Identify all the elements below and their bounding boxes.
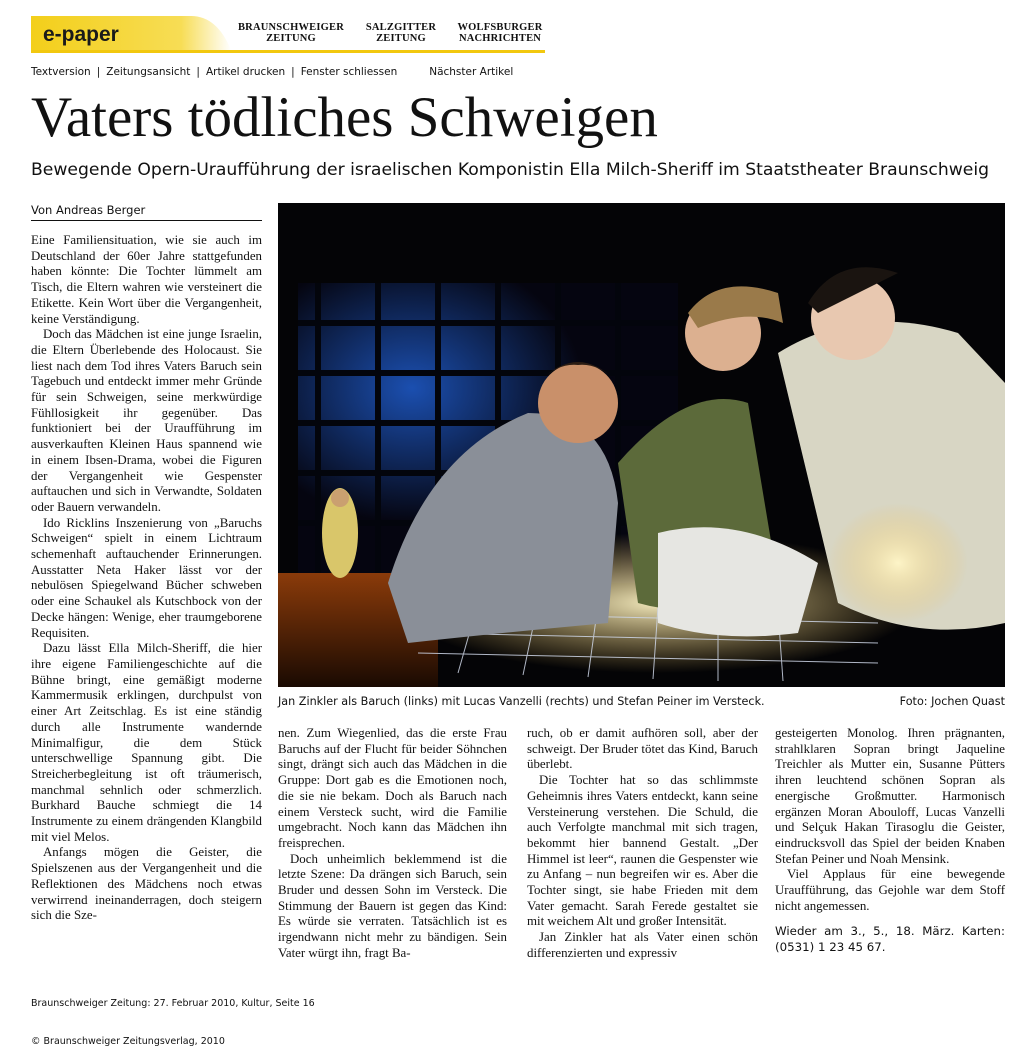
paragraph: gesteigerten Monolog. Ihren prägnanten, strahlklaren Sopran bringt Jaqueline Treichler als Mutter ein, Susanne Pütters ihren leuchtend schönen Sopran als energische Großmutter. Harmonisch ergänzen Moran Abouloff, Lucas Vanzelli und Selçuk Hakan Tirasoglu die Geister, eindrucksvoll das Spiel der beiden Knaben Stefan Peiner und Noah Mensink. — [775, 726, 1005, 866]
article-byline: Von Andreas Berger — [31, 203, 262, 221]
paper-name-line: ZEITUNG — [376, 33, 426, 44]
nav-separator: | — [291, 66, 295, 78]
epaper-logo[interactable] — [31, 16, 231, 52]
paragraph: Eine Familiensituation, wie sie auch im Deutschland der 60er Jahre stattgefunden haben könnte: Die Tochter lümmelt am Tisch, die Eltern wahren wie versteinert die Etikette. Kein Wort über die Vergangenheit, keine Verständigung. — [31, 233, 262, 326]
article-nav — [31, 66, 513, 78]
article-headline: Vaters tödliches Schweigen — [31, 86, 658, 149]
nav-separator: | — [196, 66, 200, 78]
svg-text:e-paper: e-paper — [43, 23, 119, 46]
paragraph: nen. Zum Wiegenlied, das die erste Frau Baruchs auf der Flucht für beider Söhnchen singt, drängt sich auch das Mädchen in die Gruppe: Dort gab es die Emotionen noch, die sie nie bekam. Doch als Baruch nach einem Versteck sucht, wird die Familie umgebracht. Noch kann das Mädchen ihn freisprechen. — [278, 726, 507, 850]
copyright-notice: © Braunschweiger Zeitungsverlag, 2010 — [31, 1036, 225, 1047]
paper-name-line: NACHRICHTEN — [458, 33, 542, 44]
paragraph: Die Tochter hat so das schlimmste Geheimnis ihres Vaters entdeckt, kann seine Versteinerung verstehen. Die Schuld, die auch Verfolgte manchmal mit sich tragen, bekommt hier bannend Gestalt. „Der Himmel ist leer“, raunen die Gespenster wie zu Anfang – nun begreifen wir es. Aber die Tochter singt, sie habe Frieden mit dem Vater gemacht. Sarah Ferede gestaltet sie mit weichem Alt und großer Intensität. — [527, 773, 758, 929]
nav-close-window-link[interactable]: Fenster schliessen — [300, 66, 398, 78]
paragraph: Viel Applaus für eine bewegende Uraufführung, das Gejohle war dem Stoff nicht angemessen. — [775, 867, 1005, 913]
masthead-banner — [31, 16, 545, 52]
paragraph: Ido Ricklins Inszenierung von „Baruchs Schweigen“ spielt in einem Lichtraum schemenhaft auftauchender Erinnerungen. Ausstatter Neta Haker lässt vor der nebulösen Spiegelwand Bücher schweben oder eine Schaukel als Kutschbock von der Decke hängen: Wenige, eher traumgeborene Requisiten. — [31, 515, 262, 640]
paper-braunschweiger-zeitung[interactable] — [237, 22, 345, 44]
nav-textversion-link[interactable]: Textversion — [31, 66, 91, 78]
nav-separator: | — [96, 66, 101, 78]
article-subheadline: Bewegende Opern-Uraufführung der israelischen Komponistin Ella Milch-Sheriff im Staatstheater Braunschweig — [31, 160, 990, 180]
article-column-4 — [775, 726, 1005, 956]
stage-photo-illustration — [278, 203, 1005, 687]
paragraph: Doch unheimlich beklemmend ist die letzte Szene: Da drängen sich Baruch, sein Bruder und dessen Sohn im Versteck. Die Stimmung der Bauern ist gegen das Kind: Es würde sie verraten. Tatsächlich ist es irgendwann nicht mehr zu bändigen. Sein Vater würgt ihn, fragt Ba- — [278, 851, 507, 960]
paper-name-line: ZEITUNG — [266, 33, 316, 44]
paper-name-line: SALZGITTER — [365, 22, 437, 33]
nav-zeitungsansicht-link[interactable]: Zeitungsansicht — [106, 66, 191, 78]
banner-underline — [31, 50, 545, 53]
article-column-3 — [527, 726, 758, 962]
paragraph: Anfangs mögen die Geister, die Spielszenen aus der Vergangenheit und die Reflektionen des Mädchens noch etwas verwirrend ineinanderragen, doch steigern sich die Sze- — [31, 845, 262, 923]
photo-caption: Jan Zinkler als Baruch (links) mit Lucas Vanzelli (rechts) und Stefan Peiner im Versteck. — [278, 695, 765, 708]
photo-caption-row — [278, 695, 1005, 709]
paragraph: ruch, ob er damit aufhören soll, aber der schweigt. Der Bruder tötet das Kind, Baruch überlebt. — [527, 726, 758, 772]
article-photo — [278, 203, 1005, 687]
paper-name-line: WOLFSBURGER — [457, 22, 543, 33]
paper-wolfsburger-nachrichten[interactable] — [455, 22, 545, 44]
nav-next-article-link[interactable]: Nächster Artikel — [429, 66, 514, 78]
paragraph: Doch das Mädchen ist eine junge Israelin, die Eltern Überlebende des Holocaust. Sie liest nach dem Tod ihres Vaters Baruch sein Tagebuch und entdeckt immer mehr Gründe für sein Schweigen, seine merkwürdige Fühllosigkeit ihr gegenüber. Das funktioniert bei der Uraufführung im ausverkauften Kleinen Haus spannend wie in einem Ibsen-Drama, wobei die Figuren der Vergangenheit wie Gespenster auftauchen und sich in Verwandte, Soldaten oder Bauern verwandeln. — [31, 327, 262, 514]
article-column-2 — [278, 726, 507, 962]
nav-print-link[interactable]: Artikel drucken — [205, 66, 286, 78]
paper-name-line: BRAUNSCHWEIGER — [237, 22, 345, 33]
performance-info: Wieder am 3., 5., 18. März. Karten: (0531) 1 23 45 67. — [775, 924, 1005, 955]
article-column-1 — [31, 233, 262, 924]
photo-credit: Foto: Jochen Quast — [899, 695, 1005, 708]
article-source-line: Braunschweiger Zeitung: 27. Februar 2010, Kultur, Seite 16 — [31, 998, 315, 1009]
paper-salzgitter-zeitung[interactable] — [361, 22, 441, 44]
paragraph: Dazu lässt Ella Milch-Sheriff, die hier ihre eigene Familiengeschichte auf die Bühne bringt, eine gemäßigt moderne Kammermusik erklingen, durchpulst von einer Art Zeitschlag. Es ist eine ständig durch alle Instrumente wandernde Minimalfigur, die dem Stück unterschwellige Spannung gibt. Die Streicherbegleitung ist oft träumerisch, manchmal sehnlich oder schmerzlich. Burkhard Bauche schmiegt die 14 Instrumente zu einem drängenden Klangbild mit viel Melos. — [31, 641, 262, 844]
paragraph: Jan Zinkler hat als Vater einen schön differenzierten und expressiv — [527, 930, 758, 960]
